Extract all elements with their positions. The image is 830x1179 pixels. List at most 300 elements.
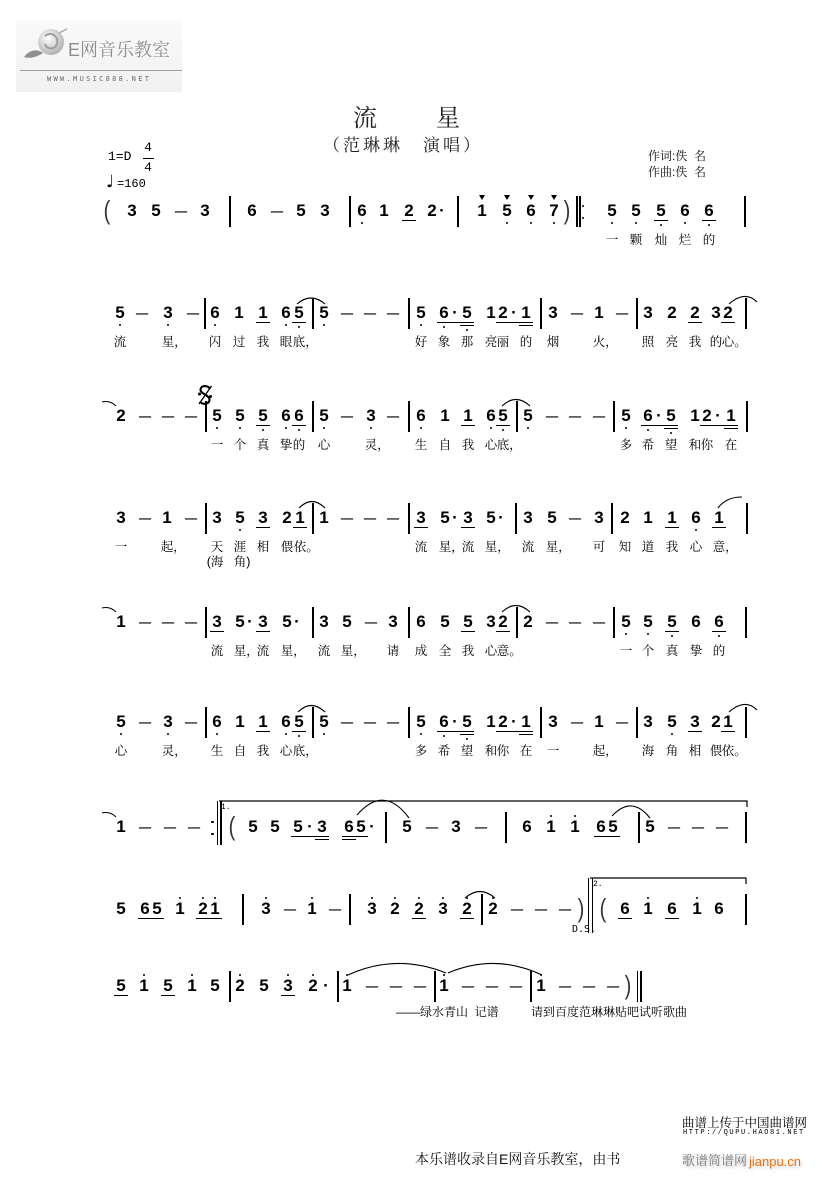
sustain-dash-glyph: –: [365, 976, 379, 995]
note-digit: 1: [319, 508, 329, 527]
sustain-dash-glyph: –: [340, 508, 354, 527]
note-digit: 5: [319, 406, 329, 425]
note-digit: 1: [570, 817, 580, 836]
note-digit: 5: [666, 406, 676, 425]
sustain-dash-glyph: –: [386, 303, 400, 322]
note-digit: 1: [643, 899, 653, 918]
note-digit: 5: [212, 406, 222, 425]
lyric: 我: [461, 644, 475, 658]
sustain-dash-glyph: –: [138, 712, 152, 731]
sustain-dash-glyph: –: [184, 406, 198, 425]
note-digit: 6: [294, 406, 304, 425]
sustain-dash-glyph: –: [270, 201, 284, 220]
note-digit: 5: [151, 201, 161, 220]
lyric: 望: [664, 438, 678, 452]
tie-arc: [348, 963, 446, 975]
note-digit: 6: [643, 406, 653, 425]
performer-subtitle: （范琳琳 演唱）: [323, 136, 483, 155]
note-digit: 3: [486, 612, 496, 631]
lyric: 流: [461, 540, 475, 554]
volta-2-label: 2.: [593, 880, 603, 889]
lyric: 心: [484, 644, 498, 658]
volta-1-bracket: [219, 801, 747, 807]
note-digit: 3: [416, 508, 426, 527]
note-digit: 5: [342, 612, 352, 631]
sustain-dash-glyph: –: [184, 508, 198, 527]
sustain-dash-glyph: –: [715, 817, 729, 836]
sustain-dash-glyph: –: [363, 303, 377, 322]
lyric: 心: [279, 744, 293, 758]
note-digit: 6: [344, 817, 354, 836]
note-digit: 6: [357, 201, 367, 220]
note-digit: 5: [293, 817, 303, 836]
note-digit: 3: [711, 303, 721, 322]
lyric: 底，: [292, 744, 318, 758]
sustain-dash-glyph: –: [386, 406, 400, 425]
lyric: 自: [438, 438, 452, 452]
tie-arc: [502, 400, 530, 407]
note-digit: 5: [498, 406, 508, 425]
lyric: 星，: [438, 540, 464, 554]
lyric: 灵，: [161, 744, 187, 758]
note-digit: 1: [692, 899, 702, 918]
note-digit: 5: [607, 201, 617, 220]
slur-arc: [357, 800, 409, 818]
augmentation-dot-glyph: ·: [452, 508, 458, 527]
lyric: 流: [113, 335, 127, 349]
note-digit: 5: [416, 303, 426, 322]
note-digit: 1: [486, 712, 496, 731]
note-digit: 1: [162, 508, 172, 527]
note-digit: 6: [281, 406, 291, 425]
sustain-dash-glyph: –: [340, 303, 354, 322]
sustain-dash-glyph: –: [386, 712, 400, 731]
lyric: 的: [519, 335, 533, 349]
lyric: 希: [437, 744, 451, 758]
note-digit: 5: [547, 508, 557, 527]
note-digit: 3: [200, 201, 210, 220]
lyric: 星，: [545, 540, 571, 554]
lyric: 一: [605, 233, 619, 247]
composer-credit: 作曲:佚 名: [648, 165, 707, 179]
note-digit: 5: [116, 712, 126, 731]
segno-icon: [198, 386, 212, 404]
note-digit: 3: [594, 508, 604, 527]
note-digit: 5: [210, 976, 220, 995]
lyric: 个: [233, 438, 247, 452]
song-title: 流星: [353, 104, 519, 132]
note-digit: 3: [127, 201, 137, 220]
note-digit: 5: [440, 508, 450, 527]
lyric: 你: [700, 438, 714, 452]
augmentation-dot-glyph: ·: [439, 201, 445, 220]
note-digit: 5: [621, 612, 631, 631]
note-digit: 1: [234, 303, 244, 322]
augmentation-dot-glyph: ·: [323, 976, 329, 995]
time-signature-unit: 4: [144, 160, 152, 175]
note-digit: 3: [283, 976, 293, 995]
lyric: 心: [317, 438, 331, 452]
note-digit: 5: [463, 612, 473, 631]
note-digit: 2: [498, 712, 508, 731]
lyric: 流: [210, 644, 224, 658]
note-digit: 5: [416, 712, 426, 731]
volta-1-label: 1.: [221, 803, 231, 812]
sustain-dash-glyph: –: [606, 976, 620, 995]
note-digit: 6: [714, 899, 724, 918]
ties-and-slurs: [102, 296, 757, 975]
sustain-dash-glyph: –: [184, 712, 198, 731]
sustain-dash-glyph: –: [691, 817, 705, 836]
note-digit: 5: [667, 712, 677, 731]
sustain-dash-glyph: –: [283, 899, 297, 918]
lyric: 星，: [280, 644, 306, 658]
lyric: 望: [460, 744, 474, 758]
note-digit: 3: [463, 508, 473, 527]
lyric: 那: [460, 335, 474, 349]
note-digit: 6: [714, 612, 724, 631]
note-digit: 7: [549, 201, 559, 220]
sustain-dash-glyph: –: [534, 899, 548, 918]
note-digit: 6: [680, 201, 690, 220]
sustain-dash-glyph: –: [135, 303, 149, 322]
note-digit: 1: [594, 712, 604, 731]
close-bracket-glyph: ): [563, 196, 571, 226]
lyric: 流: [256, 644, 270, 658]
sustain-dash-glyph: –: [474, 817, 488, 836]
lyric-alt: 角): [233, 555, 251, 569]
lyric: 一: [619, 644, 633, 658]
sustain-dash-glyph: –: [363, 508, 377, 527]
upload-note: 曲谱上传于中国曲谱网: [682, 1116, 808, 1130]
tie-arc: [729, 704, 757, 712]
note-digit: 1: [342, 976, 352, 995]
lyric: 火，: [592, 335, 618, 349]
note-digit: 1: [175, 899, 185, 918]
sustain-dash-glyph: –: [425, 817, 439, 836]
sustain-dash-glyph: –: [485, 976, 499, 995]
sustain-dash-glyph: –: [138, 612, 152, 631]
lyric: 烟: [546, 335, 560, 349]
lyric: 象: [437, 335, 451, 349]
note-digit: 5: [319, 303, 329, 322]
tie-arc: [465, 892, 495, 899]
note-digit: 3: [261, 899, 271, 918]
note-digit: 3: [548, 303, 558, 322]
lyric: 你: [496, 744, 510, 758]
note-digit: 5: [259, 976, 269, 995]
augmentation-dot-glyph: ·: [294, 612, 300, 631]
note-digit: 2: [404, 201, 414, 220]
sustain-dash-glyph: –: [592, 406, 606, 425]
note-digit: 5: [356, 817, 366, 836]
lyric: 海: [641, 744, 655, 758]
note-digit: 3: [523, 508, 533, 527]
transcriber-credit: ——绿水青山 记谱: [396, 1005, 499, 1019]
note-digit: 5: [294, 303, 304, 322]
note-digit: 6: [247, 201, 257, 220]
open-bracket-glyph: (: [228, 812, 236, 842]
upload-url: HTTP://QUPU.HAO81.NET: [683, 1129, 805, 1137]
note-digit: 5: [440, 612, 450, 631]
sustain-dash-glyph: –: [184, 612, 198, 631]
lyric: 好: [414, 335, 428, 349]
note-digit: 2: [198, 899, 208, 918]
sustain-dash-glyph: –: [545, 406, 559, 425]
note-digit: 5: [116, 976, 126, 995]
lyric: 过: [232, 335, 246, 349]
lyric: 起，: [592, 744, 618, 758]
note-digit: 2: [498, 612, 508, 631]
note-digit: 5: [486, 508, 496, 527]
note-digit: 1: [210, 899, 220, 918]
slur-arc: [612, 806, 650, 818]
note-digit: 6: [667, 899, 677, 918]
lyric: 偎: [280, 540, 294, 554]
note-digit: 3: [438, 899, 448, 918]
close-bracket-glyph: ): [624, 971, 632, 1001]
note-digit: 1: [439, 976, 449, 995]
logo-name: E网音乐教室: [68, 40, 171, 60]
note-digit: 1: [690, 406, 700, 425]
lyric: 心。: [721, 335, 747, 349]
note-digit: 5: [235, 508, 245, 527]
note-digit: 3: [643, 712, 653, 731]
note-digit: 6: [704, 201, 714, 220]
note-digit: 6: [281, 712, 291, 731]
note-digit: 1: [726, 406, 736, 425]
tie-arc: [102, 402, 116, 407]
note-digit: 3: [366, 406, 376, 425]
note-digit: 5: [656, 201, 666, 220]
note-digit: 6: [212, 712, 222, 731]
lyric: 的: [702, 233, 716, 247]
lyric: 星，: [161, 335, 187, 349]
lyric: 流: [414, 540, 428, 554]
note-digit: 5: [667, 612, 677, 631]
note-digit: 6: [596, 817, 606, 836]
lyric: 依。: [721, 744, 747, 758]
note-digit: 2: [488, 899, 498, 918]
lyric: 可: [592, 540, 606, 554]
note-digit: 2: [620, 508, 630, 527]
sustain-dash-glyph: –: [615, 712, 629, 731]
lyric: 我: [256, 335, 270, 349]
sustain-dash-glyph: –: [570, 303, 584, 322]
lyric: 依。: [293, 540, 319, 554]
tie-arc: [448, 963, 542, 975]
sustain-dash-glyph: –: [568, 406, 582, 425]
lyric: 丽: [496, 335, 510, 349]
note-digit: 5: [152, 899, 162, 918]
lyric: 自: [233, 744, 247, 758]
lyric: 和: [484, 744, 498, 758]
note-digit: 6: [439, 303, 449, 322]
lyric: 在: [519, 744, 533, 758]
listen-note: 请到百度范琳琳贴吧试听歌曲: [531, 1005, 688, 1019]
note-digit: 6: [140, 899, 150, 918]
note-digit: 2: [702, 406, 712, 425]
lyric: 星，: [233, 644, 259, 658]
lyric: 真: [256, 438, 270, 452]
augmentation-dot-glyph: ·: [452, 712, 458, 731]
note-digit: 6: [691, 612, 701, 631]
augmentation-dot-glyph: ·: [511, 712, 517, 731]
note-digit: 3: [320, 201, 330, 220]
note-digit: 1: [546, 817, 556, 836]
note-digit: 1: [116, 817, 126, 836]
sustain-dash-glyph: –: [363, 712, 377, 731]
augmentation-dot-glyph: ·: [307, 817, 313, 836]
note-digit: 5: [296, 201, 306, 220]
lyric: 相: [688, 744, 702, 758]
note-digit: 2: [690, 303, 700, 322]
lyric: 一: [210, 438, 224, 452]
sustain-dash-glyph: –: [161, 406, 175, 425]
note-digit: 3: [212, 612, 222, 631]
lyric: 生: [414, 438, 428, 452]
sustain-dash-glyph: –: [570, 712, 584, 731]
lyric: 个: [641, 644, 655, 658]
quarter-note-icon: ♩: [106, 172, 115, 192]
note-digit: 6: [439, 712, 449, 731]
lyric: 挚: [689, 644, 703, 658]
sustain-dash-glyph: –: [163, 817, 177, 836]
lyric: 我: [665, 540, 679, 554]
lyric: 眼: [279, 335, 293, 349]
sustain-dash-glyph: –: [389, 976, 403, 995]
note-digit: 5: [462, 303, 472, 322]
note-digit: 6: [522, 817, 532, 836]
lyric: 灿: [654, 233, 668, 247]
sustain-dash-glyph: –: [568, 612, 582, 631]
logo-url: WWW.MUSIC888.NET: [47, 75, 152, 83]
lyric: 我: [461, 438, 475, 452]
sustain-dash-glyph: –: [582, 976, 596, 995]
note-digit: 2: [235, 976, 245, 995]
note-digit: 3: [258, 508, 268, 527]
lyric: 颗: [629, 233, 643, 247]
lyric: 的: [712, 644, 726, 658]
sustain-dash-glyph: –: [174, 201, 188, 220]
lyric: 底，: [496, 438, 522, 452]
note-digit: 1: [521, 712, 531, 731]
note-digit: 2: [523, 612, 533, 631]
sustain-dash-glyph: –: [615, 303, 629, 322]
note-digit: 5: [294, 712, 304, 731]
sustain-dash-glyph: –: [558, 899, 572, 918]
sustain-dash-glyph: –: [161, 612, 175, 631]
sustain-dash-glyph: –: [138, 817, 152, 836]
sustain-dash-glyph: –: [340, 406, 354, 425]
close-bracket-glyph: ): [577, 894, 585, 924]
note-digit: 1: [187, 976, 197, 995]
note-digit: 1: [116, 612, 126, 631]
note-digit: 2: [723, 303, 733, 322]
lyric: 流: [317, 644, 331, 658]
lyric: 知: [618, 540, 632, 554]
note-digit: 1: [235, 712, 245, 731]
note-digit: 2: [667, 303, 677, 322]
source-note: 本乐谱收录自E网音乐教室，由书: [415, 1151, 621, 1167]
lyric: 心: [484, 438, 498, 452]
lyric: 意，: [712, 540, 738, 554]
lyric: 星，: [340, 644, 366, 658]
augmentation-dot-glyph: ·: [715, 406, 721, 425]
note-digit: 6: [210, 303, 220, 322]
lyric: 生: [210, 744, 224, 758]
lyric: 心: [689, 540, 703, 554]
slur-arc: [718, 497, 742, 508]
sustain-dash-glyph: –: [328, 899, 342, 918]
note-digit: 2: [390, 899, 400, 918]
lyric: 角: [665, 744, 679, 758]
open-bracket-glyph: (: [103, 196, 111, 226]
note-digit: 6: [620, 899, 630, 918]
lyric-alt: (海: [206, 555, 224, 569]
tie-arc: [299, 502, 325, 509]
note-digit: 5: [608, 817, 618, 836]
note-digit: 1: [440, 406, 450, 425]
augmentation-dot-glyph: ·: [369, 817, 375, 836]
sustain-dash-glyph: –: [413, 976, 427, 995]
augmentation-dot-glyph: ·: [511, 303, 517, 322]
volta-2-bracket: [590, 878, 746, 884]
note-digit: 3: [319, 612, 329, 631]
sustain-dash-glyph: –: [364, 612, 378, 631]
watermark-domain: jianpu.cn: [749, 1154, 802, 1169]
note-digit: 2: [116, 406, 126, 425]
lyric: 天: [210, 540, 224, 554]
note-digit: 1: [667, 508, 677, 527]
note-digit: 6: [691, 508, 701, 527]
lyric: 的: [292, 438, 306, 452]
note-digit: 3: [643, 303, 653, 322]
lyric: 闪: [208, 335, 222, 349]
note-digit: 5: [631, 201, 641, 220]
open-bracket-glyph: (: [599, 894, 607, 924]
note-digit: 3: [116, 508, 126, 527]
note-digit: 2: [711, 712, 721, 731]
note-digit: 3: [367, 899, 377, 918]
note-digit: 1: [139, 976, 149, 995]
note-digit: 1: [594, 303, 604, 322]
note-digit: 5: [282, 612, 292, 631]
note-digit: 1: [521, 303, 531, 322]
note-digit: 5: [523, 406, 533, 425]
note-digit: 5: [621, 406, 631, 425]
note-digit: 1: [486, 303, 496, 322]
tie-arc: [502, 606, 530, 613]
sustain-dash-glyph: –: [461, 976, 475, 995]
note-digit: 1: [379, 201, 389, 220]
lyric: 涯: [233, 540, 247, 554]
tie-arc: [298, 706, 325, 713]
note-digit: 1: [723, 712, 733, 731]
sustain-dash-glyph: –: [340, 712, 354, 731]
lyric: 全: [438, 644, 452, 658]
note-digit: 2: [498, 303, 508, 322]
watermark-site-name: 歌谱简谱网: [682, 1154, 748, 1169]
note-digit: 5: [402, 817, 412, 836]
note-digit: 6: [281, 303, 291, 322]
augmentation-dot-glyph: ·: [656, 406, 662, 425]
lyric: 流: [521, 540, 535, 554]
note-digit: 3: [317, 817, 327, 836]
sustain-dash-glyph: –: [509, 976, 523, 995]
note-digit: 1: [643, 508, 653, 527]
lyric: 偎: [709, 744, 723, 758]
